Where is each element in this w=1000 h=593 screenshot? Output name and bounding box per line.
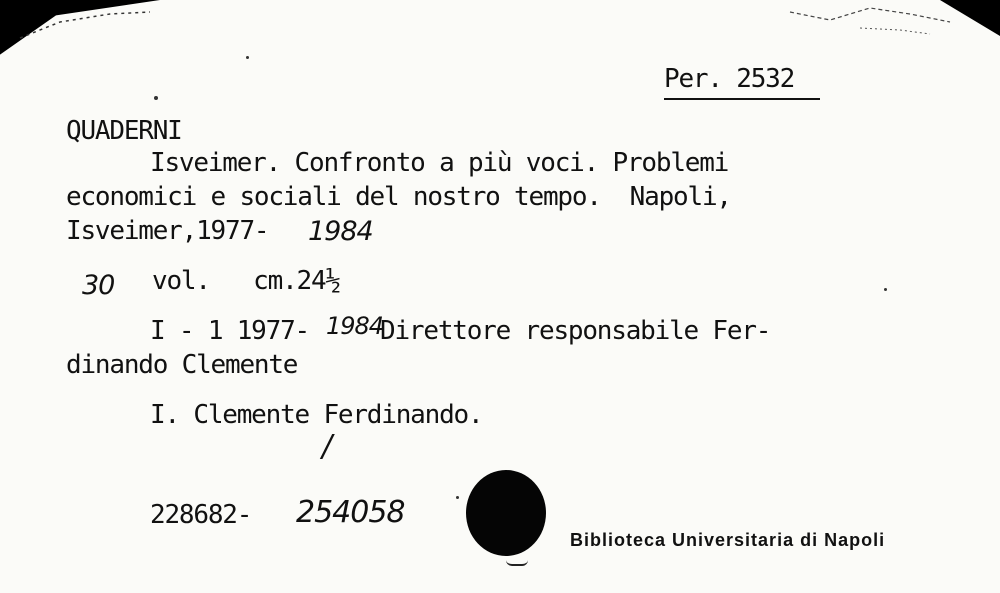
- card-corner-shadow-left: [0, 0, 160, 70]
- inventory-number-handwritten: 254058: [296, 495, 405, 530]
- library-stamp-circle: [466, 470, 546, 556]
- speck: [154, 96, 158, 100]
- note-handwritten-year: 1984: [326, 312, 384, 340]
- note-typed-end: Direttore responsabile Fer-: [380, 316, 771, 346]
- card-edge-smudge: [0, 0, 1000, 40]
- note-typed-start: I - 1 1977-: [150, 316, 309, 346]
- shelfmark-underline: [664, 98, 820, 100]
- volumes-handwritten: 30: [82, 270, 115, 301]
- speck: [246, 56, 249, 59]
- inventory-number-typed: 228682-: [150, 500, 252, 530]
- note-line-2: dinando Clemente: [66, 350, 298, 380]
- shelfmark: Per. 2532: [664, 64, 795, 94]
- heading-title: QUADERNI: [66, 116, 182, 146]
- library-name: Biblioteca Universitaria di Napoli: [570, 530, 886, 550]
- imprint-typed: Isveimer,1977-: [66, 216, 269, 246]
- stamp-mark: [506, 560, 528, 566]
- physical-description: vol. cm.24½: [152, 266, 340, 296]
- title-line-2: economici e sociali del nostro tempo. Napoli,: [66, 182, 731, 212]
- title-line-1: Isveimer. Confronto a più voci. Problemi: [150, 148, 729, 178]
- added-entry: I. Clemente Ferdinando.: [150, 400, 483, 430]
- handwritten-slash-mark: /: [322, 429, 332, 464]
- speck: [884, 288, 887, 291]
- card-corner-shadow-right: [940, 0, 1000, 60]
- speck: [456, 496, 459, 499]
- imprint-handwritten-year: 1984: [308, 216, 373, 247]
